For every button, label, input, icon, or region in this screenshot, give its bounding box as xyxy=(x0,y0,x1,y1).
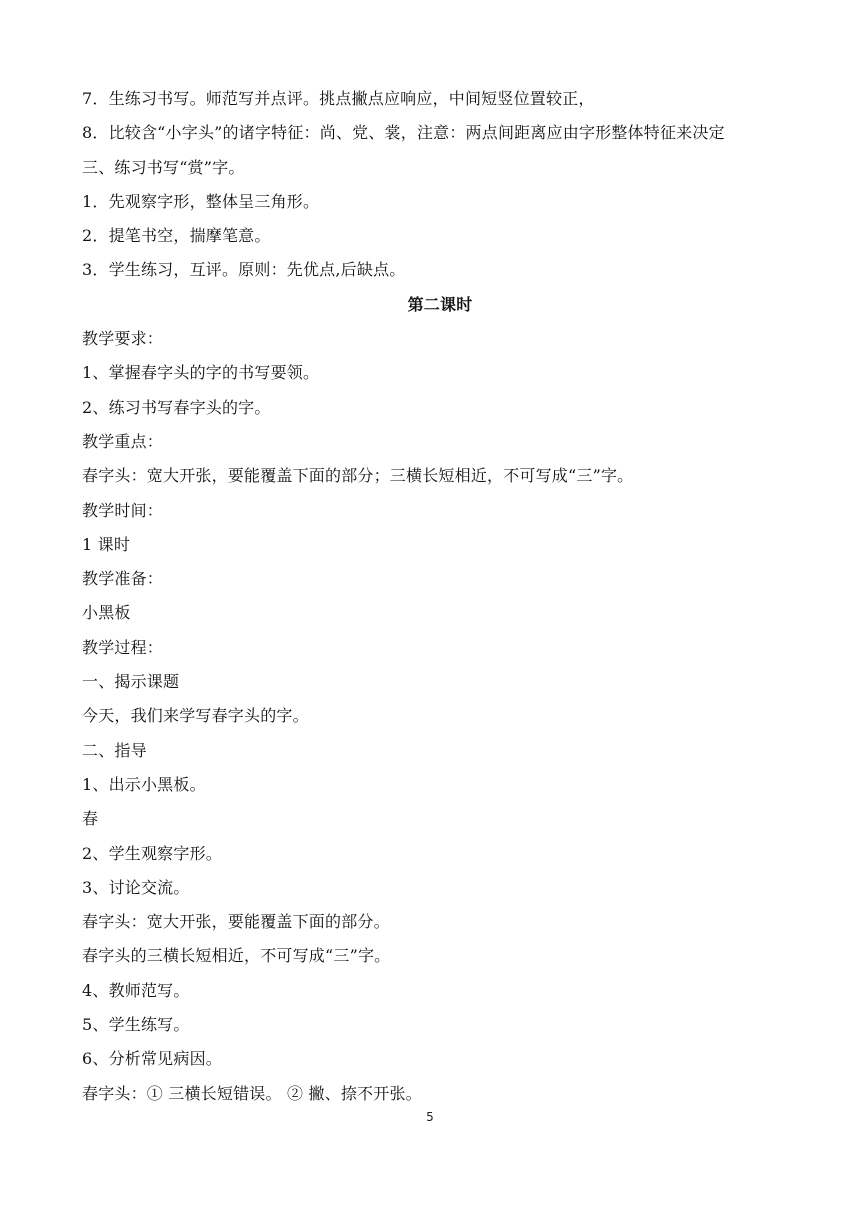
text-line: 5、学生练写。 xyxy=(82,1015,190,1035)
text-line: 3、讨论交流。 xyxy=(82,877,190,897)
text-line: 6、分析常见病因。 xyxy=(82,1049,222,1069)
text-line: 1、掌握春字头的字的书写要领。 xyxy=(82,363,320,383)
text-line: 教学准备： xyxy=(82,569,164,589)
text-line: 4、教师范写。 xyxy=(82,980,190,1000)
text-line: 教学过程： xyxy=(82,637,164,657)
text-line: 春 xyxy=(82,809,99,829)
text-line: 春字头的三横长短相近，不可写成“三”字。 xyxy=(82,946,391,966)
section-heading: 一、揭示课题 xyxy=(82,672,180,692)
text-line: 8．比较含“小字头”的诸字特征：尚、党、裳，注意：两点间距离应由字形整体特征来决定 xyxy=(82,123,725,143)
text-line: 春字头：① 三横长短错误。 ② 撇、捺不开张。 xyxy=(82,1083,422,1103)
text-line: 1．先观察字形，整体呈三角形。 xyxy=(82,191,320,211)
text-line: 教学重点： xyxy=(82,431,164,451)
text-line: 教学时间： xyxy=(82,500,164,520)
section-heading: 三、练习书写“赏”字。 xyxy=(82,157,245,177)
document-body xyxy=(82,82,802,1111)
text-line: 3．学生练习，互评。原则：先优点,后缺点。 xyxy=(82,260,406,280)
text-line: 春字头：宽大开张，要能覆盖下面的部分。 xyxy=(82,912,390,932)
lesson-title: 第二课时 xyxy=(407,294,473,314)
text-line: 2、练习书写春字头的字。 xyxy=(82,397,271,417)
text-line: 1 课时 xyxy=(82,534,131,554)
text-line: 教学要求： xyxy=(82,329,164,349)
text-line: 春字头：宽大开张，要能覆盖下面的部分；三横长短相近，不可写成“三”字。 xyxy=(82,466,634,486)
page-number: 5 xyxy=(426,1110,434,1124)
text-line: 1、出示小黑板。 xyxy=(82,774,206,794)
text-line: 2．提笔书空，揣摩笔意。 xyxy=(82,226,271,246)
text-line: 7．生练习书写。师范写并点评。挑点撇点应响应，中间短竖位置较正， xyxy=(82,89,595,108)
section-heading: 二、指导 xyxy=(82,740,147,760)
text-line: 小黑板 xyxy=(82,603,131,623)
text-line: 今天，我们来学写春字头的字。 xyxy=(82,706,309,726)
text-line: 2、学生观察字形。 xyxy=(82,843,222,863)
